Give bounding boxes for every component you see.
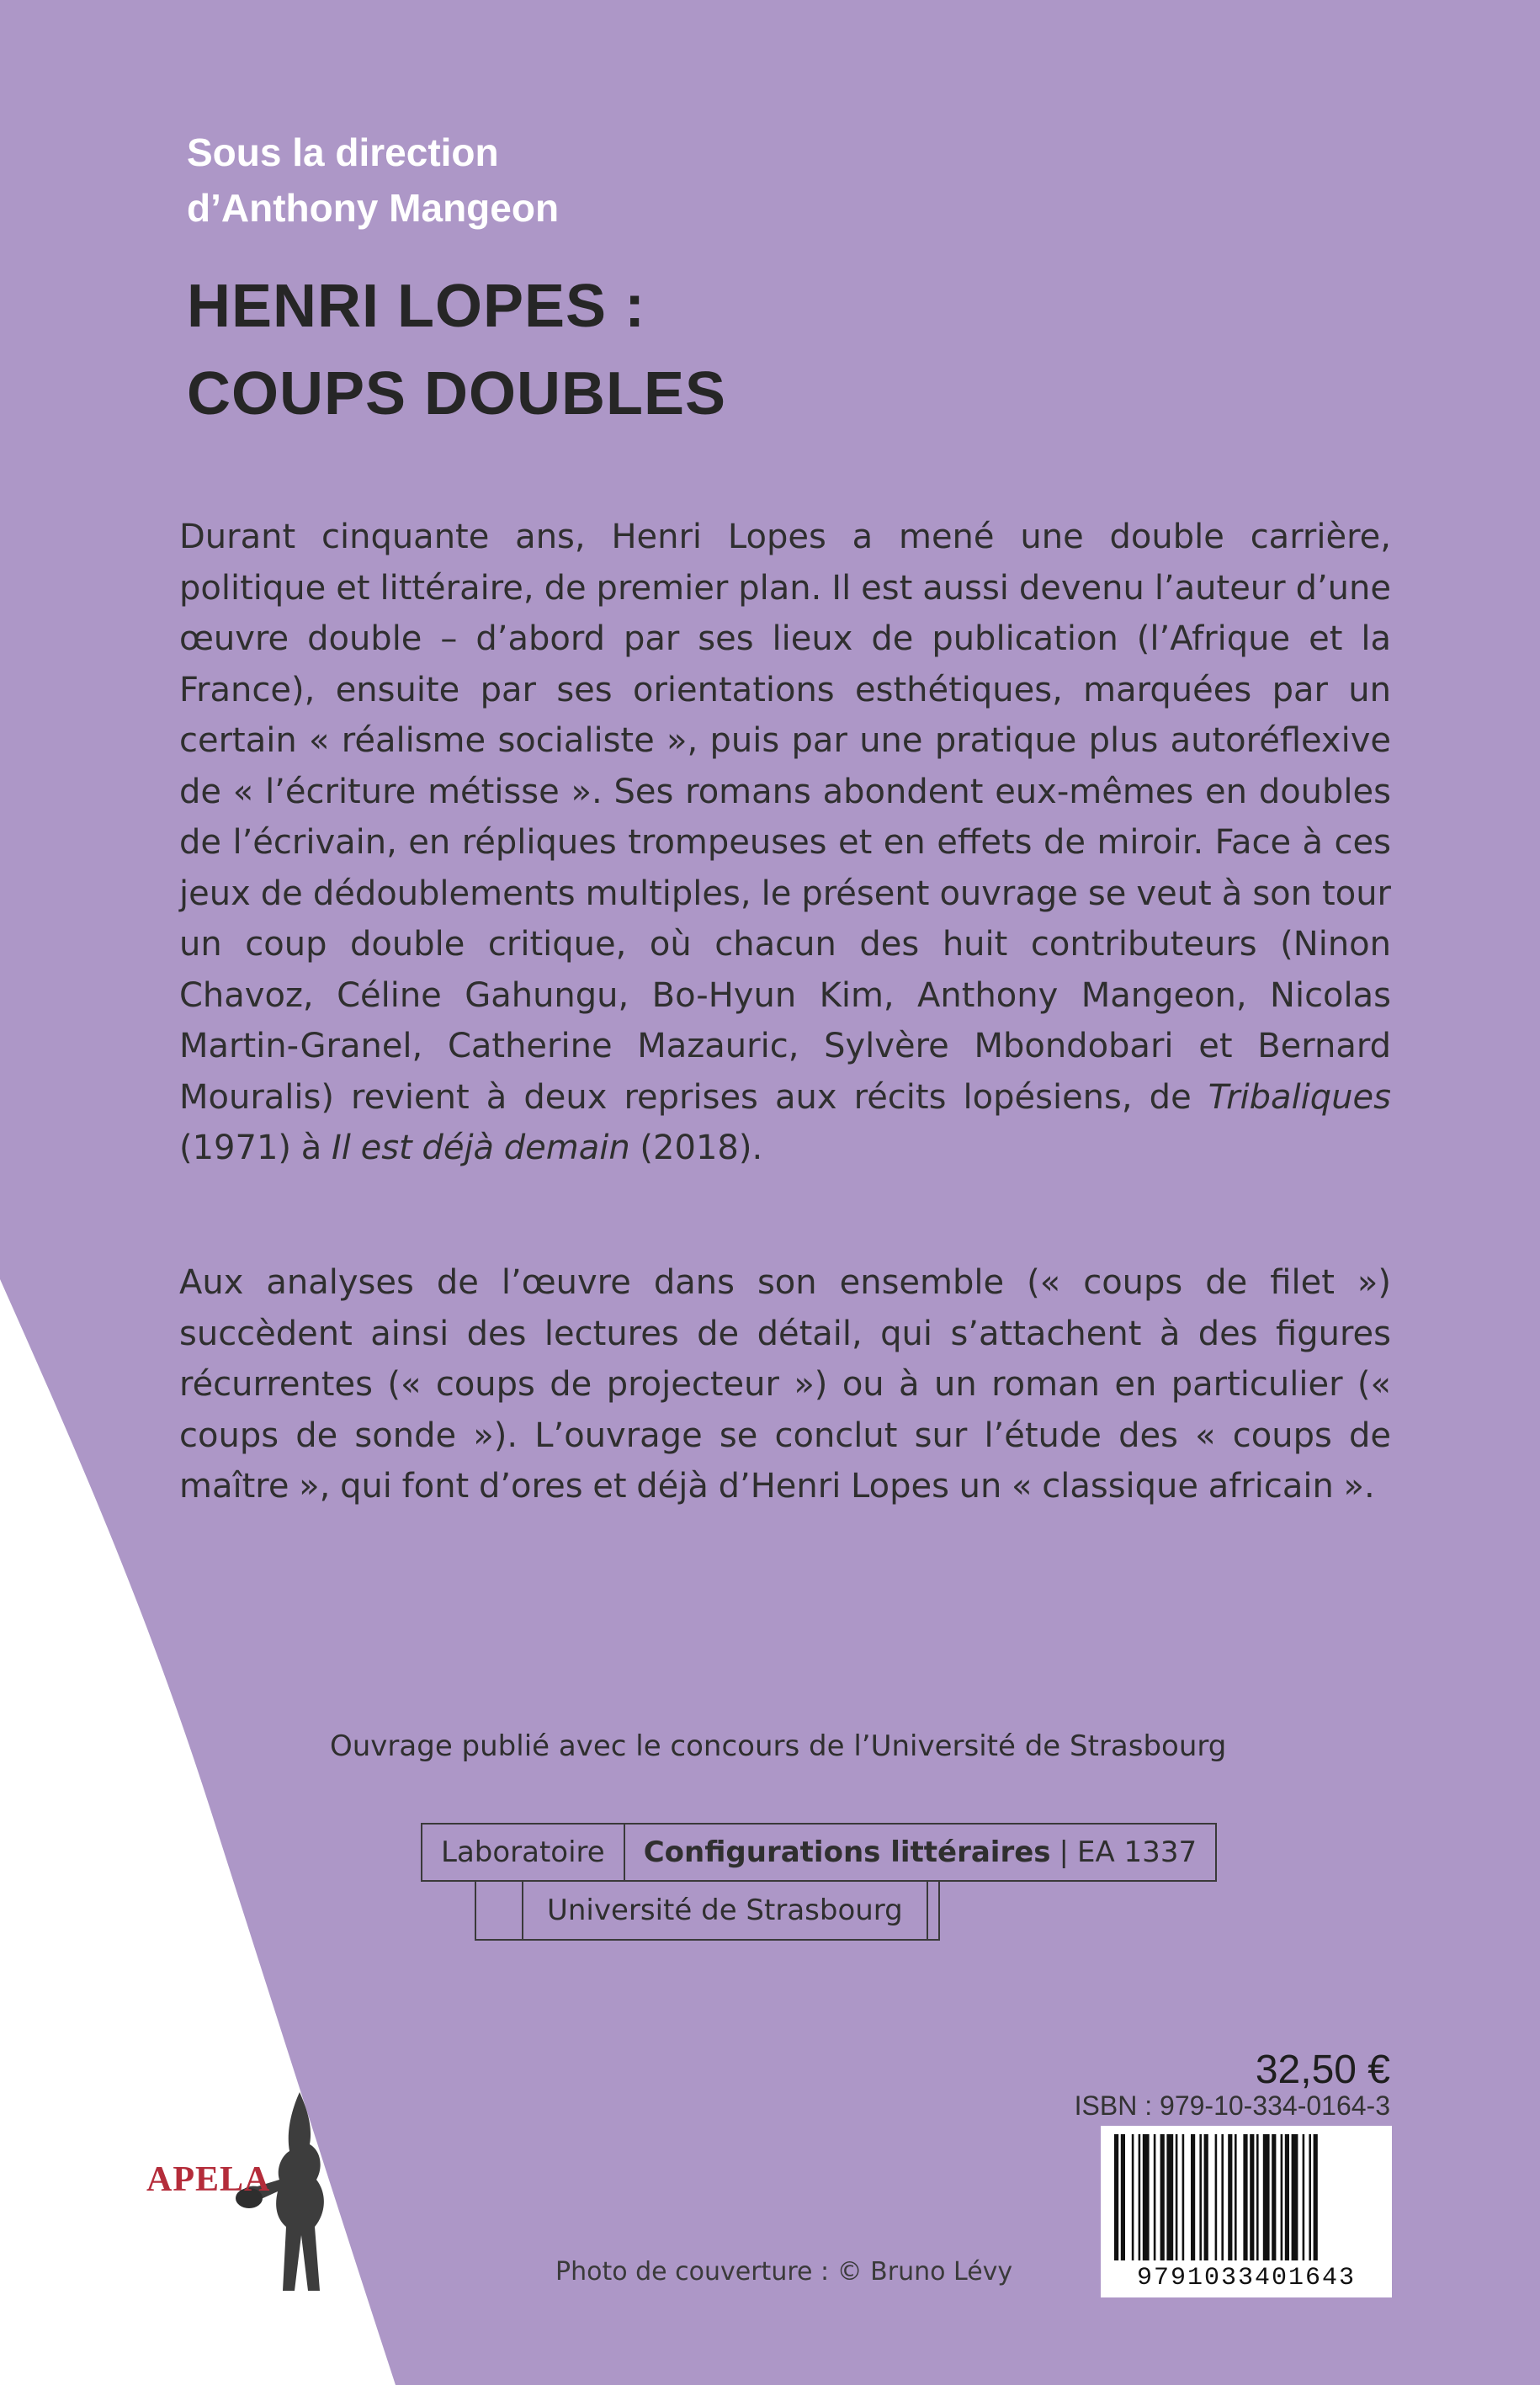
lab-cell-configurations: Configurations littéraires <box>643 1835 1051 1869</box>
editor-credit-line2: d’Anthony Mangeon <box>187 186 560 230</box>
book-title <box>187 263 726 438</box>
apela-logo-text: APELA <box>146 2160 271 2199</box>
isbn: ISBN : 979-10-334-0164-3 <box>1074 2090 1390 2121</box>
summary-p1-italic-demain: Il est déjà demain <box>331 1129 630 1167</box>
book-title-line2: COUPS DOUBLES <box>187 360 727 428</box>
lab-cell-universite: Université de Strasbourg <box>523 1882 928 1941</box>
editor-credit <box>187 125 559 236</box>
support-line: Ouvrage publié avec le concours de l’Université de Strasbourg <box>330 1729 1227 1763</box>
lab-row2-left-edge <box>475 1882 523 1941</box>
summary-p1-text-c: (2018). <box>629 1129 763 1167</box>
summary-p1-text-b: (1971) à <box>179 1129 332 1167</box>
lab-cell-ea: EA 1337 <box>1077 1835 1197 1869</box>
barcode <box>1101 2126 1392 2297</box>
summary-p1-text-a: Durant cinquante ans, Henri Lopes a mené une double carrière, politique et littéraire, de premier plan. Il est aussi devenu l’auteur d’une œuvre double – d’abord par ses lieux de publication (l’Afrique et la France), ensuite par ses orientations esthétiques, marquées par un certain « réalisme socialiste », puis par une pratique plus autoréflexive de « l’écriture métisse ». Ses romans abondent eux-mêmes en doubles de l’écrivain, en répliques trompeuses et en effets de miroir. Face à ces jeux de dédoublements multiples, le présent ouvrage se veut à son tour un coup double critique, où chacun des huit contributeurs (Ninon Chavoz, Céline Gahungu, Bo-Hyun Kim, Anthony Mangeon, Nicolas Martin-Granel, Catherine Mazauric, Sylvère Mbondobari et Bernard Mouralis) revient à deux reprises aux récits lopésiens, de <box>179 518 1391 1117</box>
apela-logo <box>141 2092 369 2294</box>
lab-cell-laboratoire: Laboratoire <box>422 1825 625 1880</box>
summary-p1-italic-tribaliques: Tribaliques <box>1208 1077 1391 1117</box>
price: 32,50 € <box>1255 2048 1390 2092</box>
photo-credit: Photo de couverture : © Bruno Lévy <box>555 2257 1013 2287</box>
summary-paragraph-2: Aux analyses de l’œuvre dans son ensemble (« coups de filet ») succèdent ainsi des lectures de détail, qui s’attachent à des figures récurrentes (« coups de projecteur ») ou à un roman en particulier (« coups de sonde »). L’ouvrage se conclut sur l’étude des « coups de maître », qui font d’ores et déjà d’Henri Lopes un « classique africain ». <box>179 1263 1391 1506</box>
barcode-number: 9791033401643 <box>1136 2264 1357 2292</box>
lab-separator: | <box>1059 1835 1069 1869</box>
editor-credit-line1: Sous la direction <box>187 130 499 174</box>
lab-box-row1 <box>421 1823 1217 1882</box>
lab-box-row2 <box>475 1882 940 1941</box>
book-title-line1: HENRI LOPES : <box>187 273 646 340</box>
summary-paragraph-1 <box>179 512 1391 1174</box>
lab-row2-right-edge <box>928 1882 940 1941</box>
